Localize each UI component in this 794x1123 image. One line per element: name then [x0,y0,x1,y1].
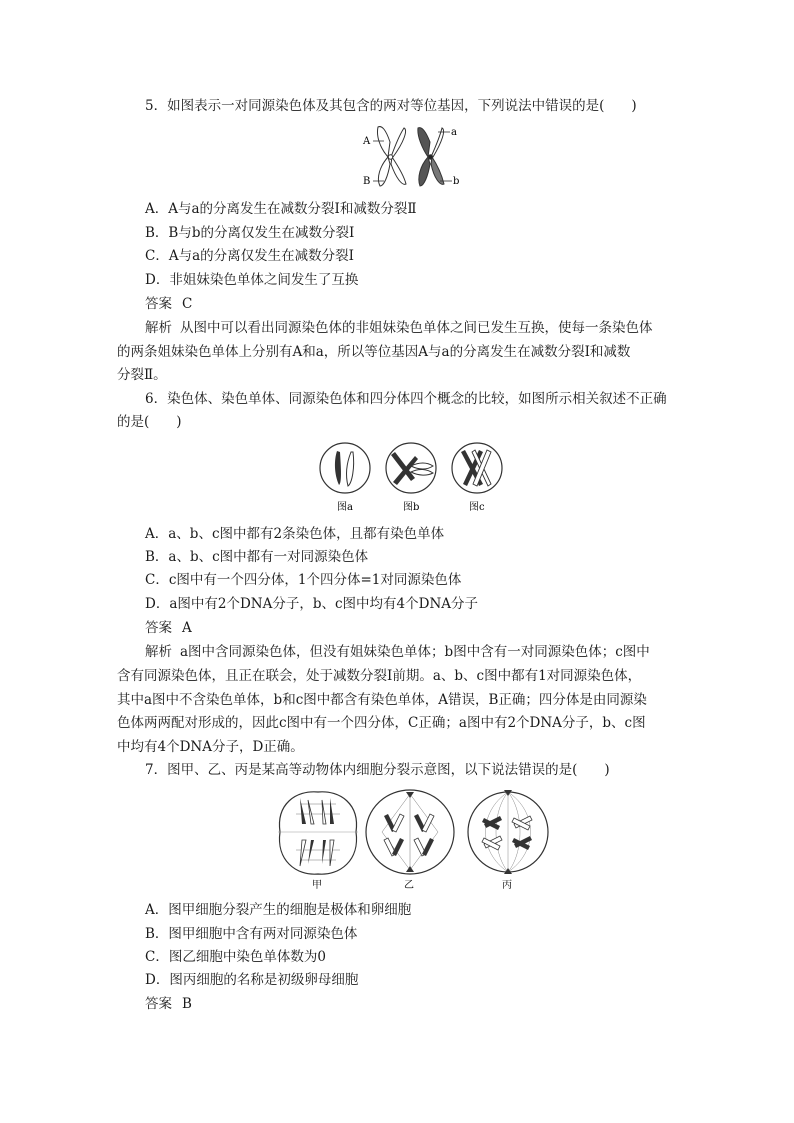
cell-bing-icon [468,790,548,874]
gene-label-b: b [453,176,460,187]
dark-chromosome-icon [418,128,444,186]
q6-option-b: B．a、b、c图中都有一对同源染色体 [145,549,369,565]
q7-option-c: C．图乙细胞中染色单体数为0 [145,949,326,965]
q7-answer [145,994,192,1014]
answer-value: B [182,996,192,1012]
fig-label-a: 图a [337,502,353,513]
cell-a-icon [320,443,370,493]
q5-option-a: A．A与a的分离发生在减数分裂Ⅰ和减数分裂Ⅱ [145,201,417,217]
gene-label-B: B [363,176,371,187]
q7-stem: 7．图甲、乙、丙是某高等动物体内细胞分裂示意图，以下说法错误的是( ) [145,762,610,778]
q5-analysis-line-1: 解析 从图中可以看出同源染色体的非姐妹染色单体之间已发生互换，使每一条染色体 [145,320,653,336]
q6-analysis-line-2: 含有同源染色体，且正在联会，处于减数分裂Ⅰ前期。a、b、c图中都有1对同源染色体， [117,668,642,684]
q6-answer [145,618,192,638]
gene-label-a: a [451,127,457,138]
q6-stem-line-1: 6．染色体、染色单体、同源染色体和四分体四个概念的比较，如图所示相关叙述不正确 [145,391,667,407]
fig-label-jia: 甲 [312,880,322,891]
q5-stem: 5．如图表示一对同源染色体及其包含的两对等位基因，下列说法中错误的是( ) [145,98,637,114]
q5-option-d: D．非姐妹染色单体之间发生了互换 [145,272,359,288]
answer-value: A [182,620,192,636]
q6-analysis-line-1: 解析 a图中含同源染色体，但没有姐妹染色单体；b图中含有一对同源染色体；c图中 [145,644,650,660]
q6-option-a: A．a、b、c图中都有2条染色体，且都有染色单体 [145,526,445,542]
q5-option-b: B．B与b的分离仅发生在减数分裂Ⅰ [145,225,355,241]
fig-label-c: 图c [469,502,485,513]
q5-analysis-line-3: 分裂Ⅱ。 [117,367,167,383]
gene-label-A: A [363,136,371,147]
fig-label-yi: 乙 [404,880,414,891]
fig-label-bing: 丙 [502,880,512,891]
cell-yi-icon [366,790,454,874]
q5-answer [145,294,192,314]
answer-label: 答案 [145,996,172,1012]
q6-analysis-line-4: 色体两两配对形成的，因此c图中有一个四分体，C正确；a图中有2个DNA分子，b、c图 [117,715,646,731]
q5-analysis-line-2: 的两条姐妹染色单体上分别有A和a，所以等位基因A与a的分离发生在减数分裂Ⅰ和减数 [117,344,631,360]
answer-label: 答案 [145,296,172,312]
answer-label: 答案 [145,620,172,636]
q5-figure-homologous-chromosomes [362,124,460,188]
q6-analysis-line-5: 中均有4个DNA分子，D正确。 [117,739,304,755]
q7-option-b: B．图甲细胞中含有两对同源染色体 [145,926,358,942]
white-chromosome-icon [377,127,406,186]
q7-figure-cell-division [270,784,552,894]
q6-stem-line-2: 的是( ) [117,414,182,430]
analysis-label: 解析 [145,644,172,660]
q5-option-c: C．A与a的分离仅发生在减数分裂Ⅰ [145,248,354,264]
answer-value: C [182,296,193,312]
cell-c-icon [452,443,502,493]
fig-label-b: 图b [403,502,420,513]
q6-analysis-line-3: 其中a图中不含染色单体，b和c图中都含有染色单体，A错误，B正确；四分体是由同源染 [117,692,647,708]
q6-figure-cells [315,438,510,518]
q6-option-c: C．c图中有一个四分体，1个四分体=1对同源染色体 [145,572,462,588]
analysis-label: 解析 [145,320,172,336]
q7-option-d: D．图丙细胞的名称是初级卵母细胞 [145,972,359,988]
cell-b-icon [386,443,436,493]
cell-jia-icon [278,792,358,874]
q7-option-a: A．图甲细胞分裂产生的细胞是极体和卵细胞 [145,902,412,918]
q6-option-d: D．a图中有2个DNA分子，b、c图中均有4个DNA分子 [145,596,479,612]
